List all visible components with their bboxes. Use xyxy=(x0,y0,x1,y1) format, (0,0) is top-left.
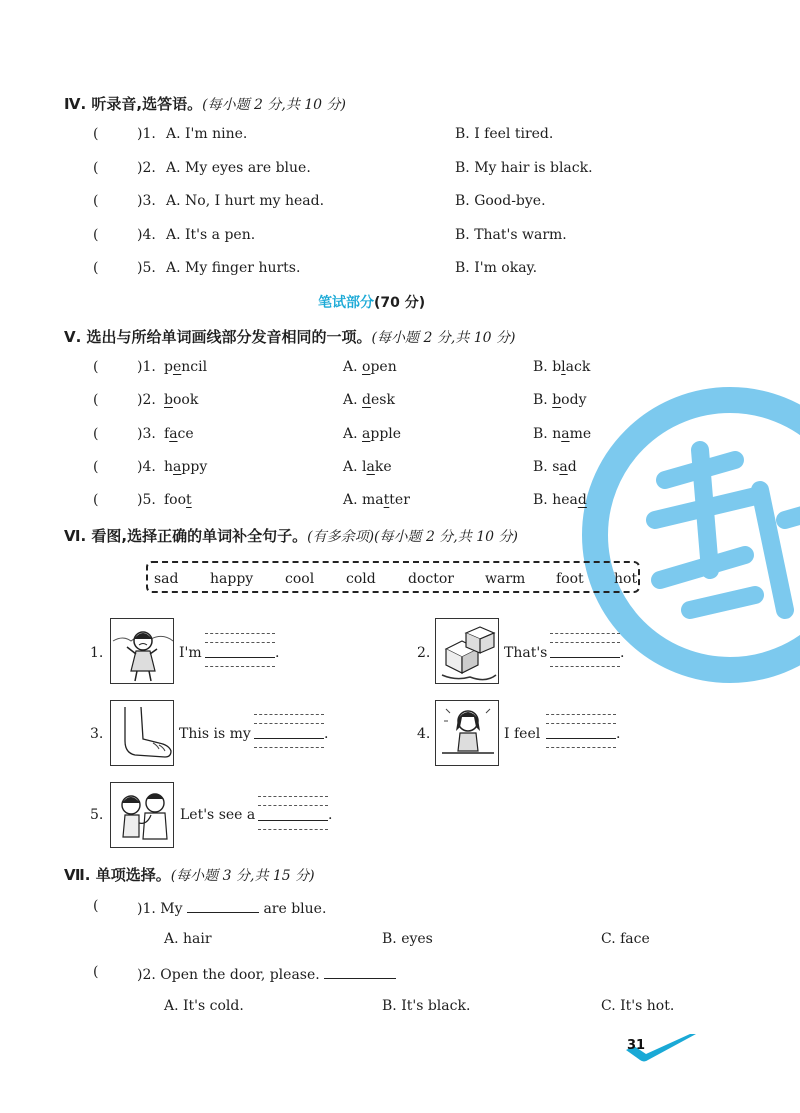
option-a: A. No, I hurt my head. xyxy=(166,193,325,209)
answer-paren[interactable]: ( xyxy=(93,964,99,980)
sentence-suffix: . xyxy=(324,726,329,742)
option-a: A. lake xyxy=(343,459,392,475)
doctor-picture xyxy=(110,782,174,848)
sentence-prefix: Let's see a xyxy=(180,807,256,823)
answer-paren[interactable]: ( xyxy=(93,898,99,914)
section-6-note: (有多余项)(每小题 2 分,共 10 分) xyxy=(307,529,518,545)
word-bank-item: foot xyxy=(556,571,584,587)
question-text-post: are blue. xyxy=(263,901,327,917)
option-a: A. apple xyxy=(343,426,402,442)
ice-cubes-illustration-icon xyxy=(436,619,499,684)
question-number: )5. xyxy=(137,492,156,508)
section-4-title: Ⅳ. 听录音,选答语。 xyxy=(64,95,203,113)
question-1 xyxy=(137,898,326,917)
sentence-prefix: That's xyxy=(504,645,548,661)
question-2 xyxy=(137,964,396,983)
section-6-title: Ⅵ. 看图,选择正确的单词补全句子。 xyxy=(64,527,308,545)
sentence-suffix: . xyxy=(275,645,280,661)
question-number: )4. xyxy=(137,459,156,475)
option-b: B. eyes xyxy=(382,931,433,947)
item-number: 3. xyxy=(90,726,104,742)
question-number: )1. xyxy=(137,126,156,142)
section-5-title: Ⅴ. 选出与所给单词画线部分发音相同的一项。 xyxy=(64,328,372,346)
hot-girl-illustration-icon xyxy=(436,701,499,766)
section-4-note: (每小题 2 分,共 10 分) xyxy=(202,97,347,113)
question-number: )1. xyxy=(137,359,156,375)
question-number: )2. xyxy=(137,160,156,176)
given-word: happy xyxy=(164,459,208,475)
word-bank-item: sad xyxy=(154,571,179,587)
option-b: B. sad xyxy=(533,459,577,475)
option-b: B. Good-bye. xyxy=(455,193,546,209)
option-a: A. matter xyxy=(343,492,410,508)
answer-paren[interactable]: ( xyxy=(93,359,99,375)
item-number: 1. xyxy=(90,645,104,661)
answer-paren[interactable]: ( xyxy=(93,459,99,475)
option-b: B. That's warm. xyxy=(455,227,567,243)
page-number-badge xyxy=(624,1030,700,1066)
option-a: A. It's cold. xyxy=(164,998,244,1014)
doctor-patient-illustration-icon xyxy=(111,783,174,848)
answer-paren[interactable]: ( xyxy=(93,193,99,209)
option-c: C. It's hot. xyxy=(601,998,675,1014)
hot-girl-picture xyxy=(435,700,499,766)
given-word: pencil xyxy=(164,359,208,375)
option-c: C. face xyxy=(601,931,650,947)
given-word: foot xyxy=(164,492,192,508)
item-number: 4. xyxy=(417,726,431,742)
answer-blank[interactable] xyxy=(187,898,259,913)
option-b: B. head xyxy=(533,492,587,508)
sentence-prefix: I'm xyxy=(179,645,202,661)
sentence-suffix: . xyxy=(328,807,333,823)
sad-girl-picture xyxy=(110,618,174,684)
option-b: B. I feel tired. xyxy=(455,126,554,142)
section-7-note: (每小题 3 分,共 15 分) xyxy=(170,868,315,884)
question-number: )4. xyxy=(137,227,156,243)
question-number: )5. xyxy=(137,260,156,276)
item-number: 2. xyxy=(417,645,431,661)
option-a: A. My finger hurts. xyxy=(166,260,301,276)
option-b: B. body xyxy=(533,392,587,408)
option-b: B. I'm okay. xyxy=(455,260,538,276)
option-a: A. desk xyxy=(343,392,395,408)
word-bank-item: happy xyxy=(210,571,254,587)
section-4-heading xyxy=(64,93,346,114)
sentence-prefix: I feel xyxy=(504,726,541,742)
answer-paren[interactable]: ( xyxy=(93,126,99,142)
item-number: 5. xyxy=(90,807,104,823)
answer-paren[interactable]: ( xyxy=(93,260,99,276)
option-a: A. I'm nine. xyxy=(166,126,248,142)
foot-picture xyxy=(110,700,174,766)
question-number: )2. xyxy=(137,967,156,983)
sad-girl-illustration-icon xyxy=(111,619,174,684)
sentence-suffix: . xyxy=(620,645,625,661)
option-a: A. open xyxy=(343,359,397,375)
page-number: 31 xyxy=(627,1038,646,1053)
answer-paren[interactable]: ( xyxy=(93,492,99,508)
option-a: A. hair xyxy=(164,931,212,947)
word-bank xyxy=(146,561,640,593)
section-6-heading xyxy=(64,525,518,546)
question-number: )2. xyxy=(137,392,156,408)
section-7-title: Ⅶ. 单项选择。 xyxy=(64,866,171,884)
answer-blank[interactable] xyxy=(324,964,396,979)
written-part-label: 笔试部分 xyxy=(318,295,374,311)
option-a: A. It's a pen. xyxy=(166,227,256,243)
ice-cube-picture xyxy=(435,618,499,684)
answer-paren[interactable]: ( xyxy=(93,227,99,243)
option-a: A. My eyes are blue. xyxy=(166,160,311,176)
given-word: face xyxy=(164,426,194,442)
given-word: book xyxy=(164,392,199,408)
word-bank-item: doctor xyxy=(408,571,454,587)
sentence-suffix: . xyxy=(616,726,621,742)
answer-paren[interactable]: ( xyxy=(93,392,99,408)
option-b: B. It's black. xyxy=(382,998,471,1014)
written-part-title xyxy=(318,292,425,312)
question-text-pre: Open the door, please. xyxy=(160,967,320,983)
answer-paren[interactable]: ( xyxy=(93,160,99,176)
section-5-heading xyxy=(64,326,515,347)
word-bank-item: cold xyxy=(346,571,376,587)
word-bank-item: cool xyxy=(285,571,315,587)
option-b: B. My hair is black. xyxy=(455,160,593,176)
question-number: )1. xyxy=(137,901,156,917)
word-bank-item: hot xyxy=(614,571,638,587)
word-bank-item: warm xyxy=(485,571,526,587)
option-b: B. black xyxy=(533,359,591,375)
question-number: )3. xyxy=(137,426,156,442)
answer-paren[interactable]: ( xyxy=(93,426,99,442)
section-7-heading xyxy=(64,864,315,885)
section-5-note: (每小题 2 分,共 10 分) xyxy=(371,330,516,346)
question-number: )3. xyxy=(137,193,156,209)
question-text-pre: My xyxy=(160,901,183,917)
foot-illustration-icon xyxy=(111,701,174,766)
sentence-prefix: This is my xyxy=(179,726,251,742)
written-part-score: (70 分) xyxy=(374,295,426,311)
option-b: B. name xyxy=(533,426,592,442)
watermark-seal-icon xyxy=(570,370,800,700)
